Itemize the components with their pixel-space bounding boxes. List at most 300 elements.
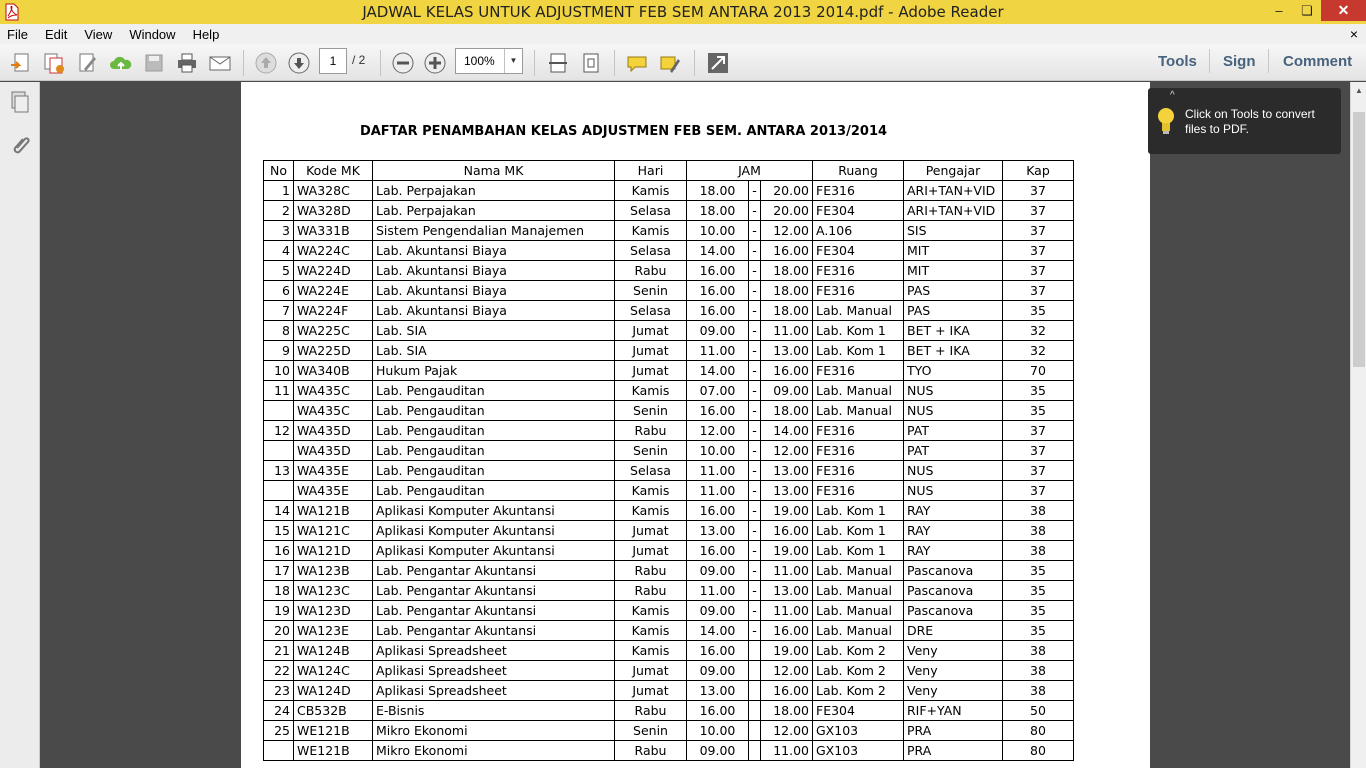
cell-no: 6 (264, 281, 294, 301)
cell-jam-start: 09.00 (687, 661, 749, 681)
cell-jam-end: 14.00 (761, 421, 813, 441)
window-controls (1265, 0, 1366, 22)
cell-hari: Jumat (615, 541, 687, 561)
cell-jam-dash: - (749, 301, 761, 321)
cell-jam-start: 14.00 (687, 361, 749, 381)
table-row (264, 281, 1074, 301)
cell-jam-dash: - (749, 441, 761, 461)
cell-jam-dash: - (749, 321, 761, 341)
header-pengajar: Pengajar (904, 161, 1003, 181)
cell-jam-dash: - (749, 381, 761, 401)
zoom-out-icon (391, 51, 415, 75)
tools-pane-button[interactable]: Tools (1158, 53, 1197, 70)
cell-jam-dash: - (749, 541, 761, 561)
cell-kap: 35 (1003, 561, 1074, 581)
cell-jam-dash: - (749, 341, 761, 361)
cell-no: 16 (264, 541, 294, 561)
cell-jam-end: 12.00 (761, 661, 813, 681)
cell-jam-dash (749, 741, 761, 761)
cell-nama-mk: Sistem Pengendalian Manajemen (373, 221, 615, 241)
table-row (264, 741, 1074, 761)
cell-kap: 37 (1003, 461, 1074, 481)
table-row (264, 541, 1074, 561)
combine-files-button[interactable] (41, 50, 67, 76)
cell-jam-end: 11.00 (761, 601, 813, 621)
cell-kode-mk: WA435C (294, 381, 373, 401)
cell-nama-mk: Aplikasi Komputer Akuntansi (373, 521, 615, 541)
cell-kap: 37 (1003, 241, 1074, 261)
cell-jam-dash: - (749, 221, 761, 241)
maximize-button[interactable]: ❏ (1301, 2, 1313, 18)
cell-pengajar: BET + IKA (904, 341, 1003, 361)
cell-jam-start: 13.00 (687, 681, 749, 701)
cell-pengajar: SIS (904, 221, 1003, 241)
envelope-icon (208, 51, 232, 75)
lightbulb-icon (1156, 106, 1176, 136)
edit-pdf-button[interactable] (75, 50, 101, 76)
table-row (264, 501, 1074, 521)
cell-ruang: FE316 (813, 421, 904, 441)
cell-hari: Rabu (615, 561, 687, 581)
cell-no (264, 441, 294, 461)
print-button[interactable] (174, 50, 200, 76)
cell-nama-mk: Lab. Perpajakan (373, 181, 615, 201)
highlighter-icon (658, 51, 682, 75)
cell-pengajar: RAY (904, 501, 1003, 521)
cell-ruang: GX103 (813, 721, 904, 741)
toolbar-separator (534, 50, 535, 76)
table-row (264, 681, 1074, 701)
schedule-body (264, 181, 1074, 761)
cell-kode-mk: WA121D (294, 541, 373, 561)
cell-jam-start: 16.00 (687, 541, 749, 561)
caret-up-icon: ^ (1170, 90, 1175, 101)
cell-hari: Senin (615, 721, 687, 741)
header-nama-mk: Nama MK (373, 161, 615, 181)
menu-file[interactable]: File (7, 26, 28, 42)
table-row (264, 561, 1074, 581)
cell-jam-end: 16.00 (761, 621, 813, 641)
cell-jam-dash: - (749, 281, 761, 301)
cell-ruang: Lab. Manual (813, 601, 904, 621)
cell-jam-dash: - (749, 461, 761, 481)
cell-pengajar: Pascanova (904, 601, 1003, 621)
cell-jam-start: 09.00 (687, 741, 749, 761)
cell-nama-mk: Lab. Akuntansi Biaya (373, 241, 615, 261)
table-row (264, 621, 1074, 641)
cell-ruang: Lab. Manual (813, 301, 904, 321)
scroll-thumb[interactable] (1353, 112, 1365, 367)
schedule-table (263, 160, 1074, 761)
cell-pengajar: PRA (904, 721, 1003, 741)
cell-ruang: Lab. Manual (813, 401, 904, 421)
cell-pengajar: NUS (904, 481, 1003, 501)
cell-ruang: Lab. Kom 1 (813, 541, 904, 561)
cell-no: 5 (264, 261, 294, 281)
cell-jam-dash: - (749, 421, 761, 441)
table-row (264, 201, 1074, 221)
cell-ruang: FE316 (813, 261, 904, 281)
toolbar-separator (1209, 49, 1210, 73)
toolbar-separator (243, 50, 244, 76)
zoom-in-icon (423, 51, 447, 75)
table-row (264, 521, 1074, 541)
page-number-input[interactable]: 1 (319, 48, 347, 74)
cell-jam-dash: - (749, 481, 761, 501)
cell-nama-mk: E-Bisnis (373, 701, 615, 721)
cell-kode-mk: WA328D (294, 201, 373, 221)
table-row (264, 341, 1074, 361)
chevron-down-icon[interactable]: ▼ (504, 49, 522, 73)
cell-pengajar: PAT (904, 441, 1003, 461)
cell-jam-dash: - (749, 621, 761, 641)
cell-jam-dash: - (749, 561, 761, 581)
cell-jam-end: 18.00 (761, 701, 813, 721)
toolbar-separator (1268, 49, 1269, 73)
cell-jam-end: 19.00 (761, 501, 813, 521)
fit-page-button[interactable] (578, 50, 604, 76)
menu-bar (0, 24, 1366, 44)
cell-kap: 37 (1003, 261, 1074, 281)
cell-kode-mk: WA435D (294, 421, 373, 441)
cell-kap: 80 (1003, 721, 1074, 741)
header-kode-mk: Kode MK (294, 161, 373, 181)
sticky-note-button[interactable] (624, 50, 650, 76)
zoom-value: 100% (464, 54, 495, 68)
cell-no (264, 481, 294, 501)
cell-jam-dash: - (749, 241, 761, 261)
cell-ruang: GX103 (813, 741, 904, 761)
cell-hari: Kamis (615, 381, 687, 401)
full-screen-button[interactable] (705, 50, 731, 76)
cell-hari: Selasa (615, 201, 687, 221)
cell-pengajar: PAS (904, 301, 1003, 321)
cell-kap: 70 (1003, 361, 1074, 381)
cell-jam-end: 19.00 (761, 641, 813, 661)
table-row (264, 381, 1074, 401)
cell-ruang: Lab. Manual (813, 581, 904, 601)
next-page-button[interactable] (286, 50, 312, 76)
cell-no: 23 (264, 681, 294, 701)
cell-hari: Kamis (615, 501, 687, 521)
table-row (264, 301, 1074, 321)
cell-kap: 38 (1003, 681, 1074, 701)
upload-button[interactable] (108, 50, 134, 76)
cell-jam-start: 14.00 (687, 241, 749, 261)
cell-kap: 38 (1003, 541, 1074, 561)
cell-kode-mk: WE121B (294, 741, 373, 761)
table-row (264, 401, 1074, 421)
edit-pdf-icon (76, 51, 100, 75)
cell-ruang: Lab. Kom 2 (813, 681, 904, 701)
save-button[interactable] (141, 50, 167, 76)
cell-ruang: Lab. Kom 1 (813, 321, 904, 341)
cell-ruang: FE316 (813, 481, 904, 501)
cell-no: 10 (264, 361, 294, 381)
cell-kode-mk: WA124C (294, 661, 373, 681)
cell-kode-mk: WA224F (294, 301, 373, 321)
cell-jam-end: 18.00 (761, 281, 813, 301)
menu-window[interactable]: Window (129, 26, 176, 42)
cell-nama-mk: Aplikasi Spreadsheet (373, 661, 615, 681)
cell-nama-mk: Lab. Pengauditan (373, 441, 615, 461)
cell-kode-mk: WA225C (294, 321, 373, 341)
cell-hari: Kamis (615, 621, 687, 641)
cell-nama-mk: Lab. Pengauditan (373, 421, 615, 441)
cell-kode-mk: WA435D (294, 441, 373, 461)
cell-ruang: Lab. Kom 2 (813, 641, 904, 661)
arrow-down-icon (287, 51, 311, 75)
cell-no: 2 (264, 201, 294, 221)
cell-nama-mk: Lab. Pengauditan (373, 481, 615, 501)
cell-pengajar: RAY (904, 521, 1003, 541)
cell-nama-mk: Lab. Pengantar Akuntansi (373, 561, 615, 581)
cell-jam-end: 12.00 (761, 441, 813, 461)
cell-jam-start: 10.00 (687, 221, 749, 241)
close-button[interactable]: ✕ (1321, 0, 1366, 21)
cell-kap: 38 (1003, 501, 1074, 521)
cell-ruang: FE304 (813, 201, 904, 221)
cell-jam-dash (749, 701, 761, 721)
cell-hari: Kamis (615, 601, 687, 621)
toolbar-separator (694, 50, 695, 76)
table-row (264, 361, 1074, 381)
cell-kap: 35 (1003, 601, 1074, 621)
tools-tooltip (1148, 88, 1341, 154)
vertical-scrollbar[interactable] (1350, 82, 1366, 768)
cell-no: 24 (264, 701, 294, 721)
cell-kap: 32 (1003, 321, 1074, 341)
zoom-select[interactable] (455, 48, 523, 74)
cell-nama-mk: Aplikasi Spreadsheet (373, 681, 615, 701)
highlight-button[interactable] (657, 50, 683, 76)
cell-pengajar: DRE (904, 621, 1003, 641)
cell-ruang: FE316 (813, 361, 904, 381)
minimize-button[interactable]: – (1275, 3, 1283, 18)
fit-page-icon (579, 51, 603, 75)
cell-jam-start: 09.00 (687, 561, 749, 581)
sign-pane-button[interactable]: Sign (1223, 53, 1256, 70)
cell-jam-end: 18.00 (761, 401, 813, 421)
table-row (264, 321, 1074, 341)
cell-jam-start: 16.00 (687, 261, 749, 281)
table-row (264, 241, 1074, 261)
cell-no: 18 (264, 581, 294, 601)
cell-kode-mk: WA340B (294, 361, 373, 381)
cell-kode-mk: WA435E (294, 481, 373, 501)
cell-kap: 32 (1003, 341, 1074, 361)
cell-kode-mk: CB532B (294, 701, 373, 721)
cell-kap: 35 (1003, 401, 1074, 421)
header-hari: Hari (615, 161, 687, 181)
cell-nama-mk: Aplikasi Komputer Akuntansi (373, 501, 615, 521)
document-title: DAFTAR PENAMBAHAN KELAS ADJUSTMEN FEB SEM. ANTARA 2013/2014 (359, 124, 888, 139)
page-thumbnails-icon[interactable] (8, 90, 32, 114)
cell-kap: 38 (1003, 641, 1074, 661)
scroll-up-arrow-icon[interactable]: ▲ (1355, 86, 1363, 95)
table-row (264, 481, 1074, 501)
cell-nama-mk: Lab. Pengauditan (373, 461, 615, 481)
cell-hari: Rabu (615, 581, 687, 601)
cell-jam-start: 11.00 (687, 481, 749, 501)
cell-kap: 37 (1003, 181, 1074, 201)
cell-kode-mk: WA331B (294, 221, 373, 241)
cell-no: 7 (264, 301, 294, 321)
cell-pengajar: NUS (904, 461, 1003, 481)
cell-no: 15 (264, 521, 294, 541)
cell-nama-mk: Lab. Akuntansi Biaya (373, 281, 615, 301)
cell-hari: Jumat (615, 341, 687, 361)
zoom-out-button[interactable] (390, 50, 416, 76)
cell-kode-mk: WA121C (294, 521, 373, 541)
cell-hari: Selasa (615, 301, 687, 321)
cell-kode-mk: WA123E (294, 621, 373, 641)
cell-pengajar: TYO (904, 361, 1003, 381)
cell-kap: 38 (1003, 521, 1074, 541)
cell-nama-mk: Lab. SIA (373, 341, 615, 361)
cell-hari: Selasa (615, 241, 687, 261)
cell-jam-start: 16.00 (687, 301, 749, 321)
cell-nama-mk: Lab. Pengantar Akuntansi (373, 621, 615, 641)
cell-jam-end: 13.00 (761, 461, 813, 481)
cell-nama-mk: Hukum Pajak (373, 361, 615, 381)
close-document-button[interactable]: × (1349, 26, 1358, 42)
cell-no: 8 (264, 321, 294, 341)
cell-jam-end: 19.00 (761, 541, 813, 561)
title-bar (0, 0, 1366, 24)
cell-kode-mk: WA124B (294, 641, 373, 661)
cell-pengajar: NUS (904, 401, 1003, 421)
cell-jam-dash: - (749, 361, 761, 381)
comment-pane-button[interactable]: Comment (1283, 53, 1353, 70)
scroll-mode-icon (546, 51, 570, 75)
adobe-reader-icon (4, 3, 20, 21)
save-icon (142, 51, 166, 75)
cell-hari: Kamis (615, 641, 687, 661)
cell-jam-dash (749, 661, 761, 681)
scrolling-mode-button[interactable] (545, 50, 571, 76)
page-total-label: / 2 (352, 53, 366, 67)
cell-kap: 50 (1003, 701, 1074, 721)
cell-ruang: FE316 (813, 281, 904, 301)
cell-jam-start: 16.00 (687, 701, 749, 721)
cell-kode-mk: WA121B (294, 501, 373, 521)
cell-hari: Jumat (615, 681, 687, 701)
table-row (264, 641, 1074, 661)
table-row (264, 441, 1074, 461)
email-button[interactable] (207, 50, 233, 76)
create-pdf-button[interactable] (8, 50, 34, 76)
cell-kode-mk: WA224C (294, 241, 373, 261)
table-row (264, 221, 1074, 241)
cell-jam-dash (749, 681, 761, 701)
cell-jam-dash: - (749, 201, 761, 221)
cell-jam-start: 13.00 (687, 521, 749, 541)
cell-hari: Rabu (615, 261, 687, 281)
cell-kode-mk: WA224E (294, 281, 373, 301)
cell-kode-mk: WA225D (294, 341, 373, 361)
cell-pengajar: Veny (904, 681, 1003, 701)
cell-no: 11 (264, 381, 294, 401)
header-ruang: Ruang (813, 161, 904, 181)
cell-pengajar: ARI+TAN+VID (904, 181, 1003, 201)
cell-hari: Kamis (615, 181, 687, 201)
menu-help[interactable]: Help (192, 26, 220, 42)
cell-ruang: Lab. Manual (813, 561, 904, 581)
cell-pengajar: RIF+YAN (904, 701, 1003, 721)
cell-jam-end: 16.00 (761, 361, 813, 381)
cell-no: 22 (264, 661, 294, 681)
menu-edit[interactable]: Edit (44, 26, 68, 42)
cell-kode-mk: WA124D (294, 681, 373, 701)
table-row (264, 601, 1074, 621)
cell-ruang: A.106 (813, 221, 904, 241)
cell-pengajar: RAY (904, 541, 1003, 561)
cell-no (264, 741, 294, 761)
cell-kap: 37 (1003, 481, 1074, 501)
menu-view[interactable]: View (84, 26, 113, 42)
cell-kap: 37 (1003, 441, 1074, 461)
cell-jam-end: 13.00 (761, 481, 813, 501)
cell-ruang: FE316 (813, 441, 904, 461)
cell-jam-start: 09.00 (687, 601, 749, 621)
cell-jam-end: 13.00 (761, 341, 813, 361)
cell-no: 21 (264, 641, 294, 661)
cell-pengajar: PRA (904, 741, 1003, 761)
cell-kap: 38 (1003, 661, 1074, 681)
cell-ruang: FE304 (813, 701, 904, 721)
cell-jam-start: 11.00 (687, 341, 749, 361)
cell-jam-start: 09.00 (687, 321, 749, 341)
cell-jam-start: 11.00 (687, 461, 749, 481)
previous-page-button[interactable] (253, 50, 279, 76)
header-kap: Kap (1003, 161, 1074, 181)
cell-ruang: Lab. Kom 2 (813, 661, 904, 681)
cell-kode-mk: WA328C (294, 181, 373, 201)
cell-pengajar: Pascanova (904, 561, 1003, 581)
cell-hari: Kamis (615, 221, 687, 241)
cell-jam-end: 11.00 (761, 561, 813, 581)
cell-kode-mk: WA435C (294, 401, 373, 421)
cell-jam-start: 18.00 (687, 201, 749, 221)
cell-jam-dash (749, 641, 761, 661)
cell-jam-dash: - (749, 521, 761, 541)
cell-hari: Kamis (615, 481, 687, 501)
cell-ruang: FE316 (813, 181, 904, 201)
cell-kap: 35 (1003, 301, 1074, 321)
attachment-icon[interactable] (8, 134, 32, 158)
cell-no: 19 (264, 601, 294, 621)
cell-kap: 80 (1003, 741, 1074, 761)
cell-kode-mk: WA123D (294, 601, 373, 621)
cell-no: 12 (264, 421, 294, 441)
cell-no: 13 (264, 461, 294, 481)
cell-jam-dash: - (749, 181, 761, 201)
cell-jam-start: 16.00 (687, 641, 749, 661)
cell-no: 14 (264, 501, 294, 521)
cell-jam-dash: - (749, 501, 761, 521)
table-row (264, 581, 1074, 601)
cell-pengajar: BET + IKA (904, 321, 1003, 341)
zoom-in-button[interactable] (422, 50, 448, 76)
header-jam: JAM (687, 161, 813, 181)
cell-kap: 37 (1003, 281, 1074, 301)
table-row (264, 721, 1074, 741)
cell-kode-mk: WA123B (294, 561, 373, 581)
cell-jam-start: 18.00 (687, 181, 749, 201)
cell-jam-end: 18.00 (761, 261, 813, 281)
cell-jam-start: 10.00 (687, 441, 749, 461)
